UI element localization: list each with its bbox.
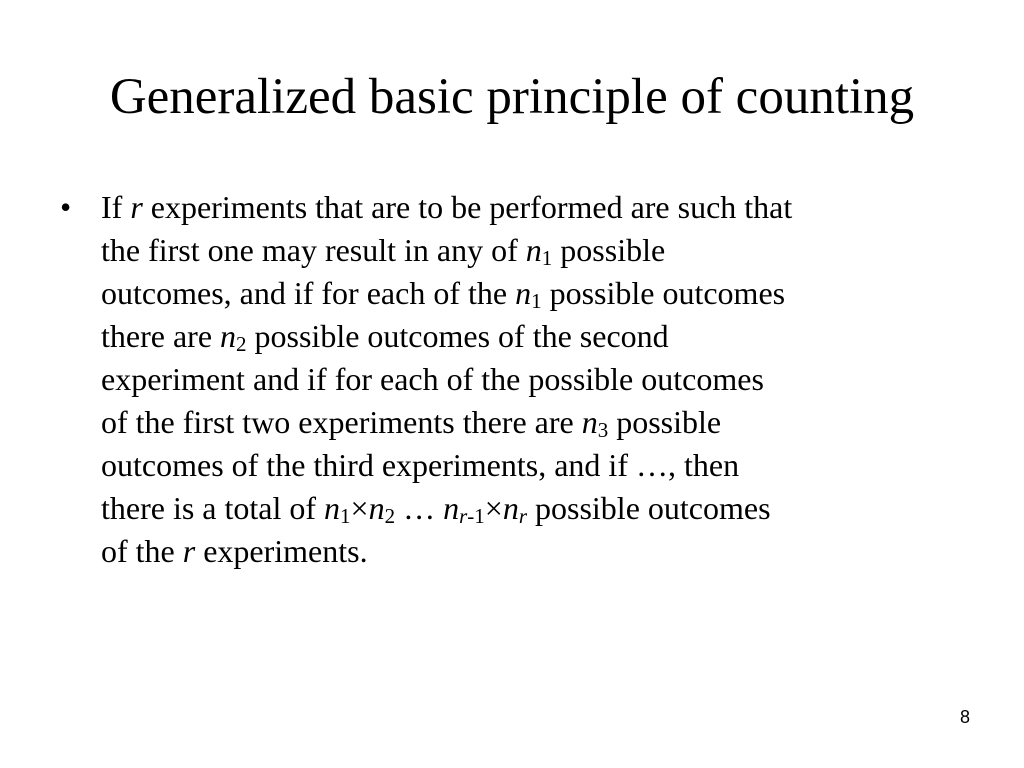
math-subscript: r bbox=[518, 504, 527, 528]
text-segment: possible outcomes of the second bbox=[246, 318, 669, 354]
math-variable: n bbox=[220, 318, 237, 354]
math-variable: n bbox=[443, 490, 460, 526]
text-segment: possible outcomes bbox=[541, 275, 786, 311]
bullet-line-6 bbox=[101, 401, 970, 444]
text-segment: experiments that are to be performed are such that bbox=[142, 189, 793, 225]
bullet-line-8 bbox=[101, 487, 970, 530]
bullet-marker: • bbox=[60, 189, 72, 225]
bullet-line-4 bbox=[101, 315, 970, 358]
math-subscript: 1 bbox=[541, 246, 553, 270]
text-segment: experiment and if for each of the possible outcomes bbox=[101, 361, 764, 397]
slide-title: Generalized basic principle of counting bbox=[109, 69, 915, 125]
text-segment: experiments. bbox=[195, 533, 368, 569]
bullet-line-9 bbox=[101, 530, 970, 573]
math-operator: × bbox=[484, 490, 503, 526]
math-variable: n bbox=[324, 490, 341, 526]
text-segment: there are bbox=[101, 318, 221, 354]
math-variable: n bbox=[502, 490, 519, 526]
bullet-item bbox=[60, 186, 970, 573]
math-subscript-variable: r bbox=[459, 504, 468, 528]
bullet-line-1 bbox=[101, 186, 970, 229]
text-segment: the first one may result in any of bbox=[101, 232, 526, 268]
math-subscript: 2 bbox=[384, 504, 396, 528]
text-segment: If bbox=[101, 189, 131, 225]
ellipsis-text: … bbox=[395, 490, 444, 526]
math-subscript: 1 bbox=[340, 504, 351, 528]
math-subscript: 1 bbox=[531, 289, 542, 313]
math-operator: × bbox=[350, 490, 369, 526]
math-subscript-number: -1 bbox=[467, 504, 485, 528]
text-segment: of the bbox=[101, 533, 183, 569]
text-segment: outcomes of the third experiments, and if …, then bbox=[101, 447, 740, 483]
bullet-line-3 bbox=[101, 272, 970, 315]
text-segment: outcomes, and if for each of the bbox=[101, 275, 516, 311]
text-segment: possible outcomes bbox=[527, 490, 771, 526]
math-subscript: 3 bbox=[597, 418, 609, 442]
math-variable: n bbox=[368, 490, 385, 526]
math-variable: r bbox=[182, 533, 196, 569]
math-variable: r bbox=[130, 189, 143, 225]
bullet-line-5 bbox=[101, 358, 970, 401]
math-subscript bbox=[459, 504, 485, 528]
text-segment: there is a total of bbox=[101, 490, 325, 526]
text-segment: possible bbox=[608, 404, 722, 440]
bullet-line-7 bbox=[101, 444, 970, 487]
bullet-text bbox=[101, 186, 970, 573]
math-variable: n bbox=[525, 232, 542, 268]
math-subscript: 2 bbox=[236, 332, 247, 356]
math-variable: n bbox=[515, 275, 532, 311]
page-number: 8 bbox=[959, 707, 970, 727]
bullet-line-2 bbox=[101, 229, 970, 272]
math-variable: n bbox=[581, 404, 598, 440]
text-segment: of the first two experiments there are bbox=[101, 404, 582, 440]
text-segment: possible bbox=[552, 232, 666, 268]
